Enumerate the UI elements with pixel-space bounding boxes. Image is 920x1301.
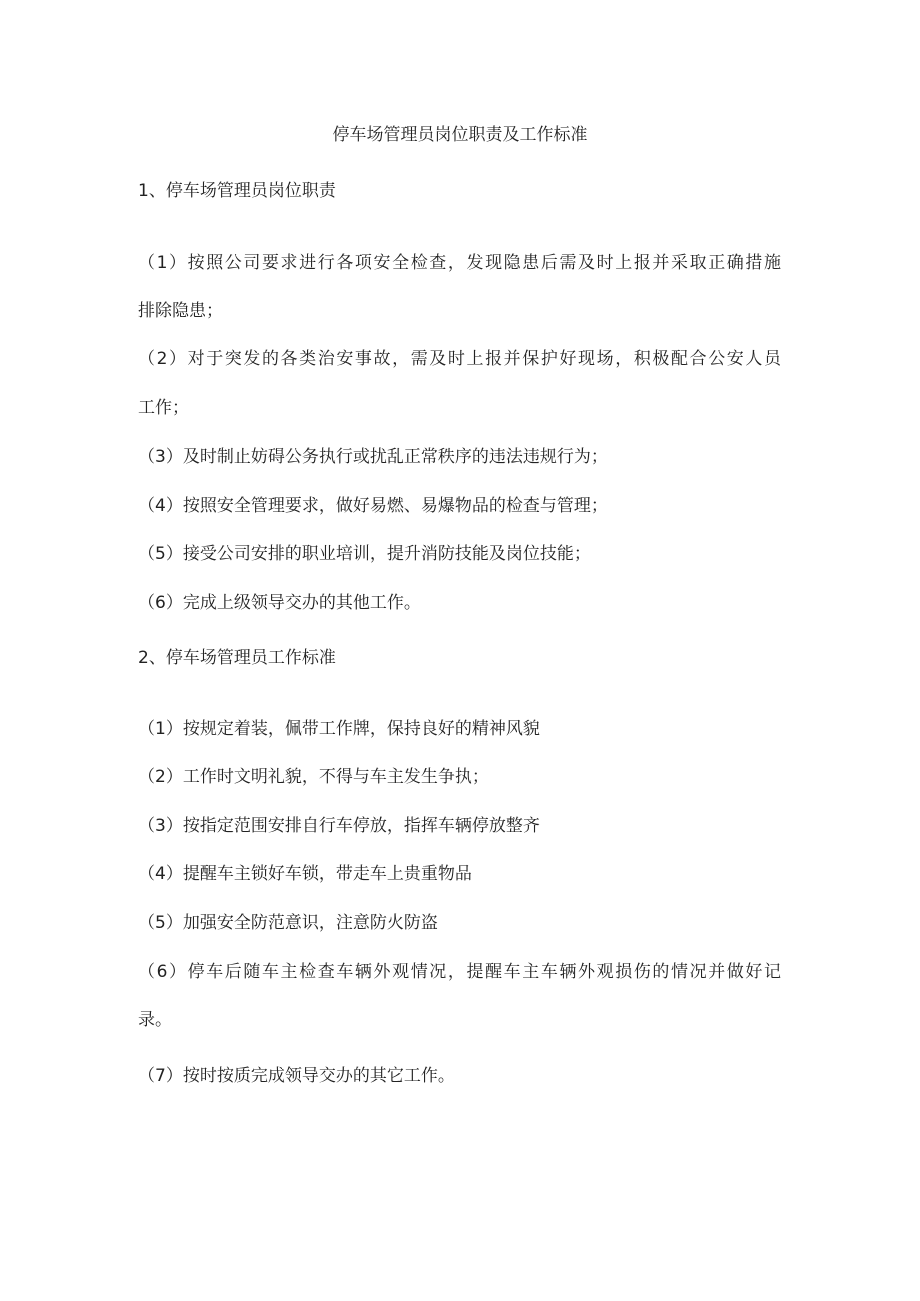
section-1-item-1-line-1: （1）按照公司要求进行各项安全检查，发现隐患后需及时上报并采取正确措施 bbox=[138, 253, 781, 273]
section-2-item-6-line-2: 录。 bbox=[138, 1010, 172, 1030]
section-2-item-2: （2）工作时文明礼貌，不得与车主发生争执； bbox=[138, 767, 489, 787]
section-1-item-2 bbox=[138, 346, 788, 372]
section-1-item-5: （5）接受公司安排的职业培训，提升消防技能及岗位技能； bbox=[138, 544, 591, 564]
section-1-item-3: （3）及时制止妨碍公务执行或扰乱正常秩序的违法违规行为； bbox=[138, 447, 608, 467]
document-title: 停车场管理员岗位职责及工作标准 bbox=[332, 125, 588, 145]
section-1-heading: 1、停车场管理员岗位职责 bbox=[138, 181, 336, 201]
section-2-item-6-line-1: （6）停车后随车主检查车辆外观情况，提醒车主车辆外观损伤的情况并做好记 bbox=[138, 962, 781, 982]
section-1-item-2-line-2: 工作； bbox=[138, 398, 189, 418]
section-2-item-3: （3）按指定范围安排自行车停放，指挥车辆停放整齐 bbox=[138, 816, 540, 836]
section-2-item-1: （1）按规定着装，佩带工作牌，保持良好的精神风貌 bbox=[138, 719, 540, 739]
section-1-item-6: （6）完成上级领导交办的其他工作。 bbox=[138, 593, 421, 613]
section-1-item-4: （4）按照安全管理要求，做好易燃、易爆物品的检查与管理； bbox=[138, 496, 608, 516]
section-2-item-6 bbox=[138, 959, 788, 985]
section-1-item-1 bbox=[138, 250, 788, 276]
section-2-item-7: （7）按时按质完成领导交办的其它工作。 bbox=[138, 1066, 455, 1086]
section-2-item-4: （4）提醒车主锁好车锁，带走车上贵重物品 bbox=[138, 864, 472, 884]
section-2-item-5: （5）加强安全防范意识，注意防火防盗 bbox=[138, 913, 438, 933]
section-2-heading: 2、停车场管理员工作标准 bbox=[138, 648, 336, 668]
section-1-item-2-line-1: （2）对于突发的各类治安事故，需及时上报并保护好现场，积极配合公安人员 bbox=[138, 349, 781, 369]
section-1-item-1-line-2: 排除隐患； bbox=[138, 301, 223, 321]
